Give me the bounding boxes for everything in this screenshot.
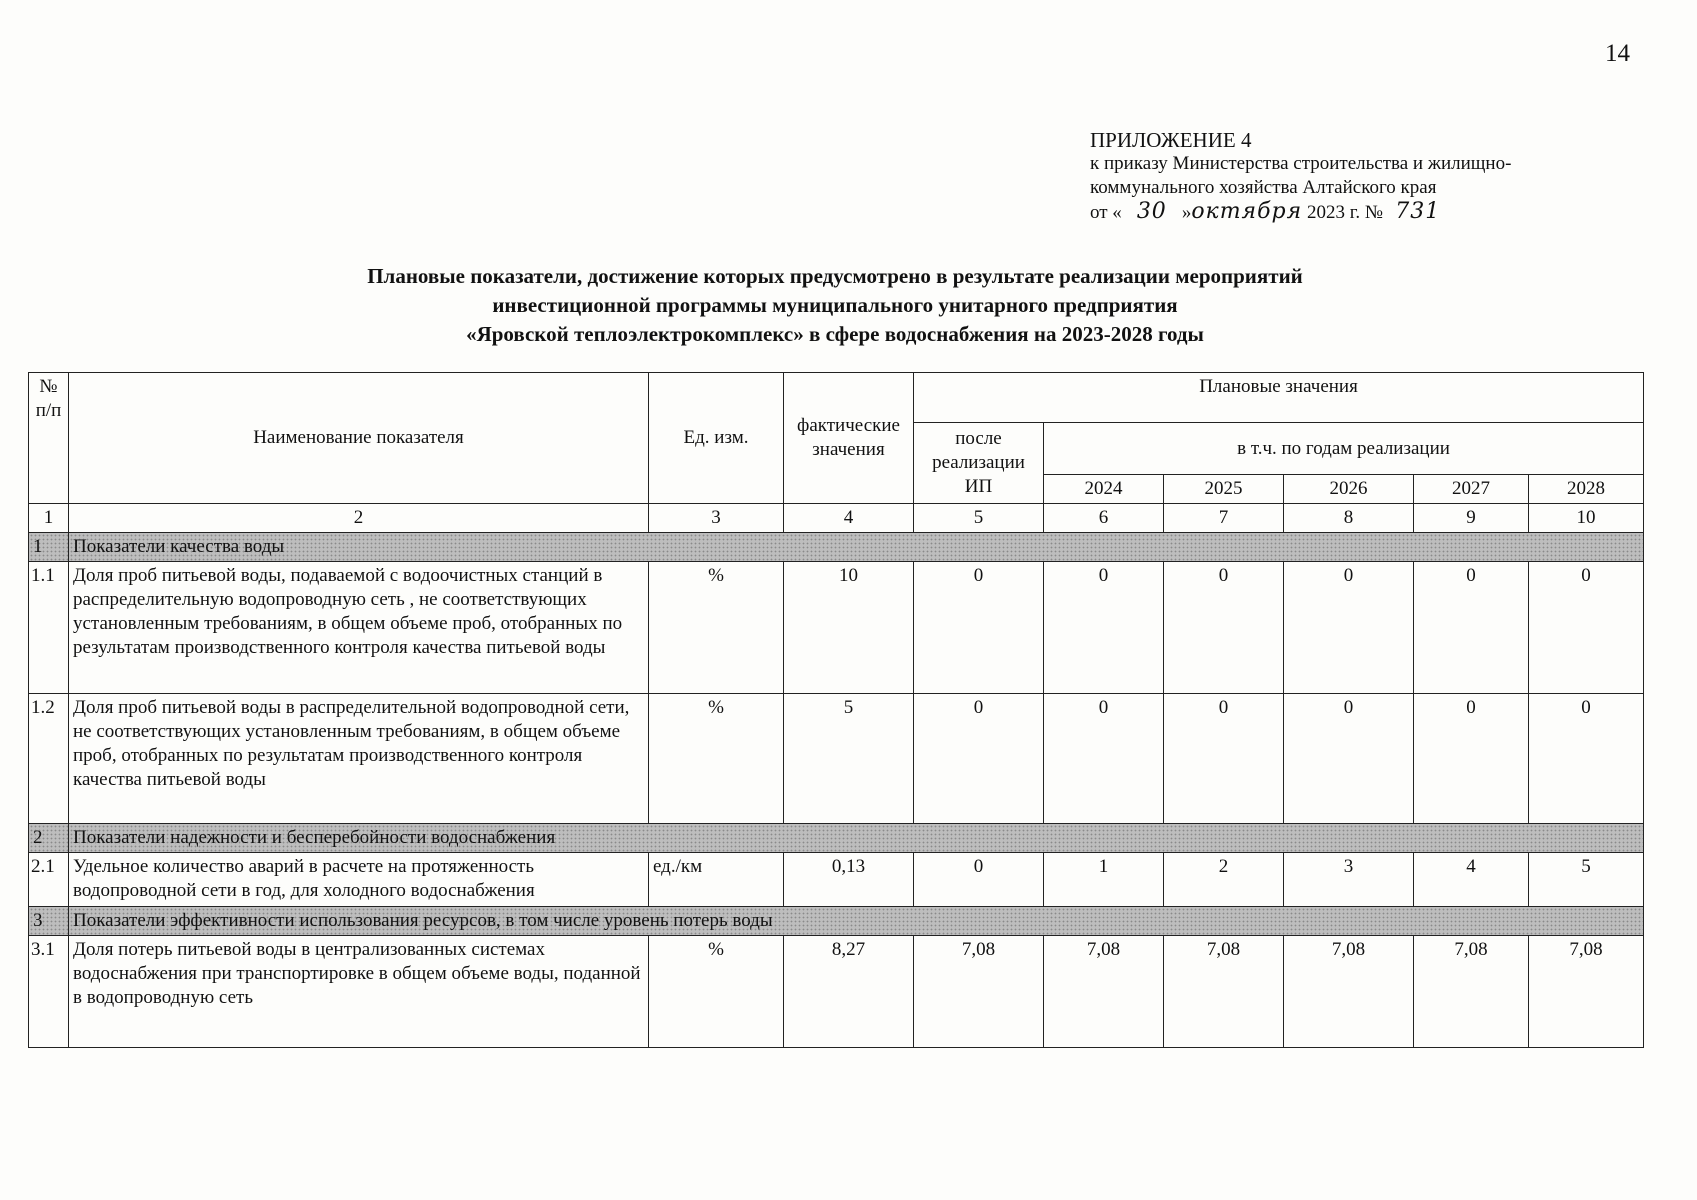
row-year-value: 4 [1414,853,1529,907]
section-row [29,533,1644,562]
appendix-date-line [1090,200,1511,225]
section-title: Показатели качества воды [69,533,1644,562]
column-numbers-row [29,504,1644,533]
section-row [29,824,1644,853]
column-number: 3 [649,504,784,533]
appendix-title: ПРИЛОЖЕНИЕ 4 [1090,128,1252,152]
row-no: 2.1 [29,853,69,907]
row-year-value: 0 [1529,694,1644,824]
row-unit: % [649,562,784,694]
header-year: 2025 [1164,475,1284,504]
row-unit: ед./км [649,853,784,907]
row-year-value: 7,08 [1529,936,1644,1048]
row-actual: 10 [784,562,914,694]
appendix-line-1: к приказу Министерства строительства и жилищно- [1090,153,1512,174]
row-year-value: 0 [1414,562,1529,694]
date-mid: » [1181,202,1192,223]
row-no: 1.1 [29,562,69,694]
header-unit: Ед. изм. [649,373,784,504]
row-after: 0 [914,853,1044,907]
header-actual: фактические значения [784,373,914,504]
row-after: 0 [914,694,1044,824]
table-row [29,853,1644,907]
column-number: 10 [1529,504,1644,533]
indicators-table [28,372,1644,1048]
row-year-value: 0 [1284,694,1414,824]
row-actual: 0,13 [784,853,914,907]
column-number: 4 [784,504,914,533]
row-unit: % [649,694,784,824]
row-year-value: 7,08 [1044,936,1164,1048]
row-unit: % [649,936,784,1048]
section-no: 2 [29,824,69,853]
row-year-value: 0 [1044,562,1164,694]
number-sign: № [1364,202,1383,223]
header-year: 2024 [1044,475,1164,504]
row-year-value: 5 [1529,853,1644,907]
table-row [29,562,1644,694]
row-year-value: 3 [1284,853,1414,907]
header-after: после реализации ИП [914,423,1044,504]
column-number: 9 [1414,504,1529,533]
header-name: Наименование показателя [69,373,649,504]
section-title: Показатели надежности и бесперебойности водоснабжения [69,824,1644,853]
row-year-value: 7,08 [1414,936,1529,1048]
row-year-value: 0 [1284,562,1414,694]
table-row [29,936,1644,1048]
section-row [29,907,1644,936]
row-name: Доля проб питьевой воды в распределительной водопроводной сети, не соответствующих установленным требованиям, в общем объеме проб, отобранных по результатам производственного контроля качества питьевой воды [69,694,649,824]
column-number: 2 [69,504,649,533]
page-number: 14 [1605,40,1630,67]
header-planned: Плановые значения [914,373,1644,423]
row-after: 0 [914,562,1044,694]
row-year-value: 0 [1414,694,1529,824]
row-no: 1.2 [29,694,69,824]
column-number: 5 [914,504,1044,533]
header-by-years: в т.ч. по годам реализации [1044,423,1644,475]
header-year: 2028 [1529,475,1644,504]
title-line-1: Плановые показатели, достижение которых предусмотрено в результате реализации мероприятий [367,264,1303,288]
column-number: 6 [1044,504,1164,533]
row-year-value: 0 [1164,562,1284,694]
title-line-3: «Яровской теплоэлектрокомплекс» в сфере водоснабжения на 2023-2028 годы [466,322,1204,346]
row-after: 7,08 [914,936,1044,1048]
row-no: 3.1 [29,936,69,1048]
row-year-value: 0 [1164,694,1284,824]
table-row [29,694,1644,824]
section-no: 3 [29,907,69,936]
handwritten-month: октября [1191,199,1303,224]
date-year: 2023 г. [1306,202,1361,223]
column-number: 7 [1164,504,1284,533]
date-prefix: от « [1090,202,1122,223]
section-no: 1 [29,533,69,562]
row-actual: 5 [784,694,914,824]
column-number: 8 [1284,504,1414,533]
document-title [260,262,1410,349]
appendix-line-2: коммунального хозяйства Алтайского края [1090,177,1437,198]
handwritten-number: 731 [1395,199,1441,224]
row-year-value: 1 [1044,853,1164,907]
row-year-value: 2 [1164,853,1284,907]
title-line-2: инвестиционной программы муниципального унитарного предприятия [492,293,1178,317]
row-name: Удельное количество аварий в расчете на протяженность водопроводной сети в год, для холодного водоснабжения [69,853,649,907]
column-number: 1 [29,504,69,533]
handwritten-day: 30 [1136,199,1167,224]
row-name: Доля проб питьевой воды, подаваемой с водоочистных станций в распределительную водопроводную сеть , не соответствующих установленным требованиям, в общем объеме проб, отобранных по результатам производственного контроля качества питьевой воды [69,562,649,694]
header-year: 2027 [1414,475,1529,504]
appendix-block [1090,128,1511,225]
section-title: Показатели эффективности использования ресурсов, в том числе уровень потерь воды [69,907,1644,936]
header-year: 2026 [1284,475,1414,504]
row-year-value: 0 [1529,562,1644,694]
row-year-value: 0 [1044,694,1164,824]
header-no: № п/п [29,373,69,504]
row-year-value: 7,08 [1284,936,1414,1048]
row-actual: 8,27 [784,936,914,1048]
row-name: Доля потерь питьевой воды в централизованных системах водоснабжения при транспортировке в общем объеме воды, поданной в водопроводную сеть [69,936,649,1048]
row-year-value: 7,08 [1164,936,1284,1048]
